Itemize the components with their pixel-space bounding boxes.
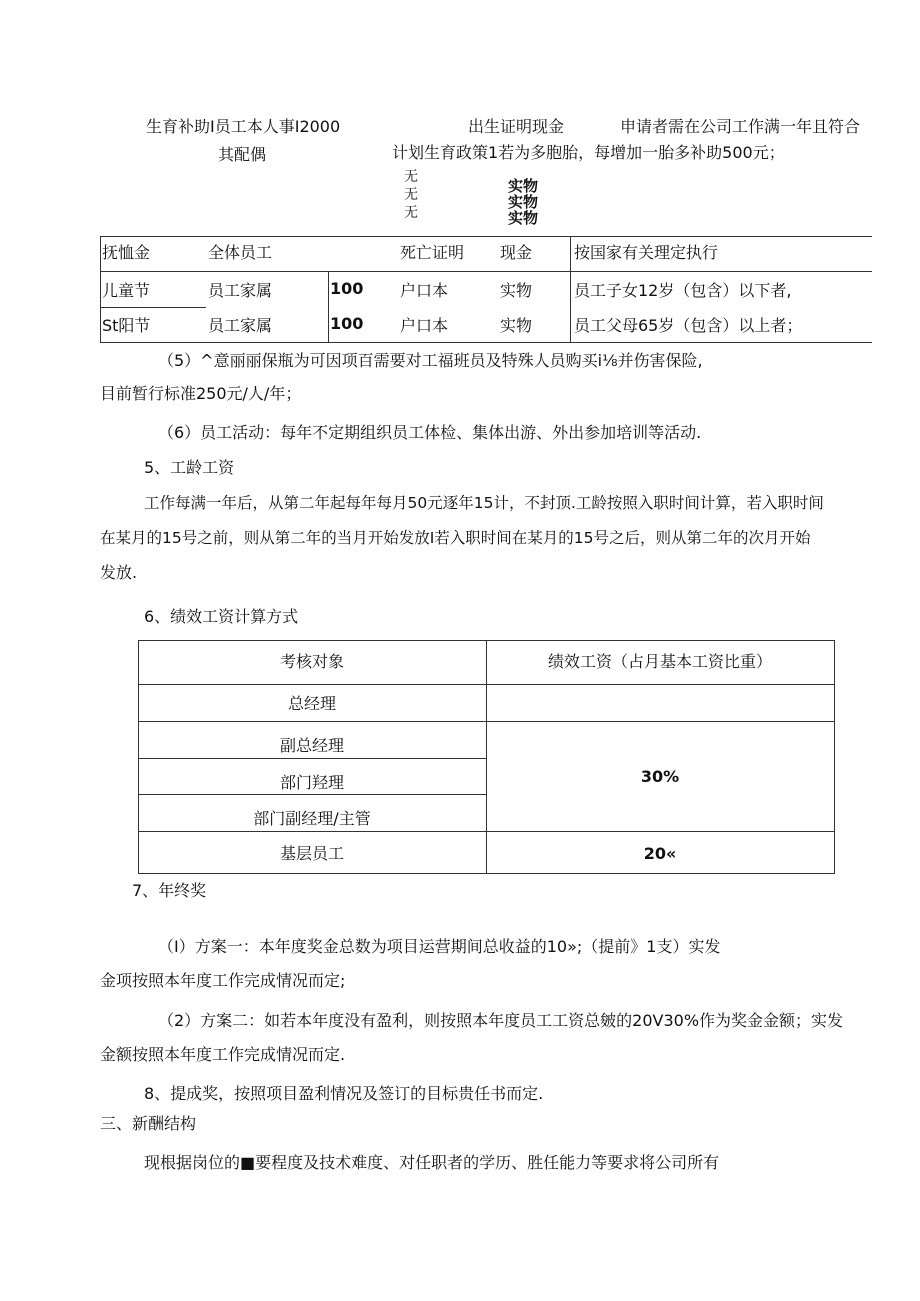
row-amount: 100 xyxy=(330,314,364,333)
none-cell: 无 xyxy=(404,169,418,185)
p5-line1: （5）^意丽丽保瓶为可因项百需要对工福班员及特殊人员购买i⅛并伤害保险, xyxy=(158,351,703,370)
row-rule: 员工子女12岁（包含）以下者, xyxy=(574,281,792,300)
value-staff: 20« xyxy=(643,844,677,863)
table-line xyxy=(100,236,872,237)
row-form: 实物 xyxy=(500,281,533,300)
heading-3: 三、新酬结构 xyxy=(100,1114,197,1133)
row-item: 抚恤金 xyxy=(102,243,151,262)
table-line xyxy=(834,640,835,874)
row-label: 副总经理 xyxy=(279,736,344,755)
row-label: 总经理 xyxy=(287,694,336,713)
row-amount: 100 xyxy=(330,279,364,298)
none-cell: 无 xyxy=(404,205,418,221)
heading-5: 5、工龄工资 xyxy=(144,458,235,477)
table-line xyxy=(100,307,206,308)
row-target: 全体员工 xyxy=(208,243,273,262)
top-col1-line1: 生育补助I员工本人事I2000 xyxy=(146,117,341,136)
none-column xyxy=(404,168,418,222)
p5-line2: 目前暂行标准250元/人/年； xyxy=(100,384,302,403)
plan1-line1: （I）方案一：本年度奖金总数为项目运营期间总收益的10»;（提前》1支）实发 xyxy=(158,937,721,956)
plan2-line2: 金额按照本年度工作完成情况而定. xyxy=(100,1045,346,1064)
plan1-line2: 金项按照本年度工作完成情况而定; xyxy=(100,971,346,990)
heading-7: 7、年终奖 xyxy=(132,881,207,900)
row-label: 部门副经理/主管 xyxy=(253,809,371,828)
goods-cell: 实物 xyxy=(508,193,539,211)
row-rule: 员工父母65岁（包含）以上者； xyxy=(574,316,803,335)
top-col3-line2: 计划生育政策1若为多胞胎，每增加一胎多补助500元； xyxy=(392,143,785,162)
table-line xyxy=(486,640,487,874)
row-label: 部门羟理 xyxy=(279,773,344,792)
row-form: 实物 xyxy=(500,316,533,335)
top-col1-line2: 其配偶 xyxy=(218,145,267,164)
row-proof: 死亡证明 xyxy=(400,243,465,262)
goods-cell: 实物 xyxy=(508,177,539,195)
table-line xyxy=(570,236,571,342)
row-item: 儿童节 xyxy=(102,281,151,300)
value-group: 30% xyxy=(640,767,680,786)
row-item: St阳节 xyxy=(102,316,151,335)
row-label: 基层员工 xyxy=(279,844,344,863)
none-cell: 无 xyxy=(404,187,418,203)
table-line xyxy=(138,640,139,874)
table-line xyxy=(100,236,101,342)
goods-column xyxy=(508,178,538,226)
header-salary: 绩效工资（占月基本工资比重） xyxy=(547,652,772,671)
seniority-line2: 在某月的15号之前，则从第二年的当月开始发放I若入职时间在某月的15号之后，则从第二年的次月开始 xyxy=(100,529,811,547)
row-rule: 按国家有关理定执行 xyxy=(574,243,719,262)
heading-6: 6、绩效工资计算方式 xyxy=(144,607,299,626)
row-target: 员工家属 xyxy=(208,316,273,335)
goods-cell: 实物 xyxy=(508,209,539,227)
row-proof: 户口本 xyxy=(400,316,449,335)
seniority-line3: 发放. xyxy=(100,563,138,582)
seniority-line1: 工作每满一年后，从第二年起每年每月50元逐年15计，不封顶.工龄按照入职时间计算，若入职时间 xyxy=(144,494,824,512)
row-proof: 户口本 xyxy=(400,281,449,300)
table-line xyxy=(100,342,872,343)
heading-8: 8、提成奖，按照项目盈利情况及签订的目标贵任书而定. xyxy=(144,1084,544,1103)
table-line xyxy=(138,758,486,759)
plan2-line1: （2）方案二：如若本年度没有盈利，则按照本年度员工工资总皴的20V30%作为奖金金额；实发 xyxy=(158,1011,844,1030)
table-line xyxy=(100,271,872,272)
header-target: 考核对象 xyxy=(279,652,344,671)
final-paragraph: 现根据岗位的■要程度及技术难度、对任职者的学历、胜任能力等要求将公司所有 xyxy=(144,1153,720,1172)
row-form: 现金 xyxy=(500,243,533,262)
top-col2: 出生证明现金 xyxy=(468,117,565,136)
top-col3-line1: 申请者需在公司工作满一年且符合 xyxy=(620,117,861,136)
row-target: 员工家属 xyxy=(208,281,273,300)
table-line xyxy=(138,794,486,795)
p6: （6）员工活动：每年不定期组织员工体检、集体出游、外出参加培训等活动. xyxy=(158,423,702,442)
table-line xyxy=(328,271,329,342)
